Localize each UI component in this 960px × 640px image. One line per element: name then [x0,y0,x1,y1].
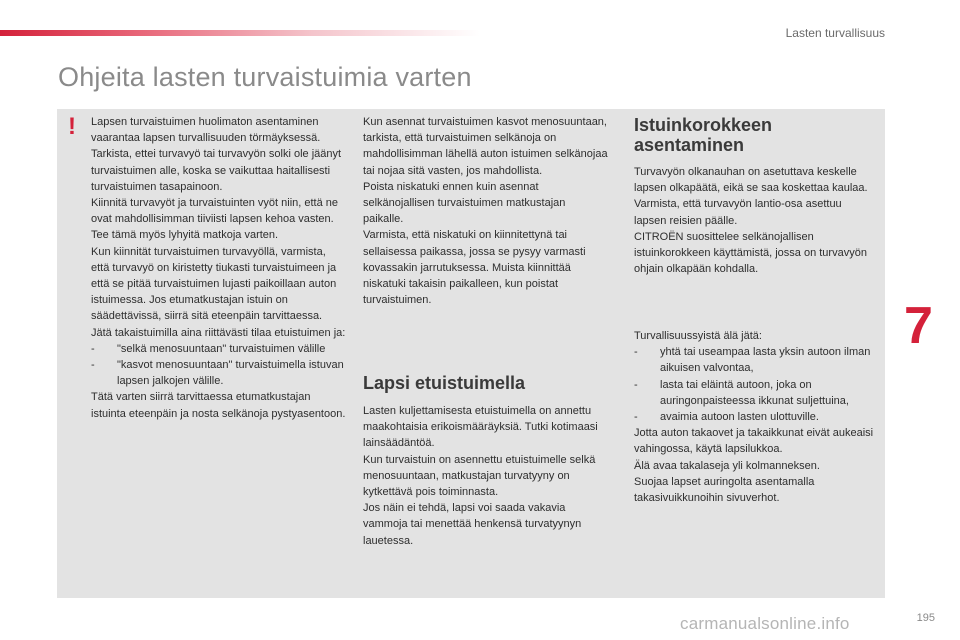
list-item-text: "kasvot menosuuntaan" turvaistuimella istuvan lapsen jalkojen välille. [117,359,344,388]
paragraph: Tätä varten siirrä tarvittaessa etumatkustajan istuinta eteenpäin ja nosta selkänoja pystyasentoon. [91,391,346,420]
watermark: carmanualsonline.info [680,614,850,633]
chapter-number: 7 [904,297,933,355]
warning-icon: ! [68,113,76,140]
list-item [634,344,874,376]
list-item [634,409,874,425]
paragraph: Suojaa lapset auringolta asentamalla takasivuikkunoihin sivuverhot. [634,475,815,505]
list-item-text: "selkä menosuuntaan" turvaistuimen välille [117,342,326,355]
section-heading-front-seat: Lapsi etuistuimella [363,373,526,393]
paragraph: Turvavyön olkanauhan on asetuttava keskelle lapsen olkapäätä, eikä se saa koskettaa kaulaa. [634,166,868,195]
bullet: - [634,411,638,424]
paragraph: Lapsen turvaistuimen huolimaton asentaminen vaarantaa lapsen turvallisuuden törmäyksessä. [91,116,321,145]
paragraph: Älä avaa takalaseja yli kolmanneksen. [634,459,820,472]
paragraph: Turvallisuussyistä älä jätä: [634,330,762,342]
safety-text [634,328,874,506]
paragraph: Tarkista, ettei turvavyö tai turvavyön solki ole jäänyt turvaistuimen alle, koska se vaikuttaa haitallisesti turvaistuimen tasapainoon. [91,148,342,193]
paragraph: Lasten kuljettamisesta etuistuimella on annettu maakohtaisia erikoismääräyksiä. Tutki kotimaasi lainsäädäntöä. [363,405,598,450]
paragraph: CITROËN suosittelee selkänojallisen istuinkorokkeen käyttämistä, jossa on turvavyön ohjain olkapään kohdalla. [634,230,867,276]
paragraph: Varmista, että niskatuki on kiinnitettynä tai sellaisessa paikassa, jossa se pysyy varmasti kovassakin jarrutuksessa. Muista kiinnittää niskatuki takaisin paikalleen, kun poistat turvaistuimen. [363,229,586,307]
paragraph: Kiinnitä turvavyöt ja turvaistuinten vyöt niin, että ne ovat mahdollisimman tiiviisti lapsen kehoa vasten. Tee tämä myös lyhyitä matkoja varten. [91,197,339,242]
paragraph: Poista niskatuki ennen kuin asennat selkänojallisen turvaistuimen matkustajan paikalle. [363,180,566,226]
header-accent-bar [0,30,480,36]
booster-text [634,164,874,277]
paragraph: Kun asennat turvaistuimen kasvot menosuuntaan, tarkista, että turvaistuimen selkänoja on mahdollisimman lähellä auton istuimen selkänojaa tai nojaa sitä vasten, jos mahdollista. [363,116,608,177]
bullet: - [634,378,638,391]
middle-text-column [363,114,608,308]
list-item [91,357,346,389]
paragraph: Varmista, että turvavyön lantio-osa asettuu lapsen reisien päälle. [634,198,842,227]
bullet: - [91,359,95,372]
front-seat-text [363,403,613,549]
section-heading-booster: Istuinkorokkeen asentaminen [634,115,773,155]
warning-text-column [91,114,346,422]
list-item-text: yhtä tai useampaa lasta yksin autoon ilman aikuisen valvontaa, [660,346,871,375]
bullet: - [634,346,638,359]
paragraph: Jotta auton takaovet ja takaikkunat eivät aukeaisi vahingossa, käytä lapsilukkoa. [634,427,874,456]
page-number: 195 [916,612,935,624]
paragraph: Jos näin ei tehdä, lapsi voi saada vakavia vammoja tai menettää henkensä turvatyynyn lauetessa. [363,502,582,547]
list-item [91,341,346,357]
list-item [634,377,874,409]
paragraph: Kun kiinnität turvaistuimen turvavyöllä, varmista, että turvavyö on kiristetty tiukasti turvaistuimeen ja että se pitää turvaistuimen lujasti paikoillaan auton istuimessa. Jos etumatkustajan istuin on säädettävissä, siirrä sitä eteenpäin tarvittaessa. [91,245,337,323]
list-item-text: avaimia autoon lasten ulottuville. [660,411,819,424]
section-header: Lasten turvallisuus [785,26,885,40]
bullet: - [91,342,95,355]
paragraph: Kun turvaistuin on asennettu etuistuimelle selkä menosuuntaan, matkustajan turvatyyny on kytkettävä pois toiminnasta. [363,453,596,499]
page-title: Ohjeita lasten turvaistuimia varten [58,62,472,92]
list-item-text: lasta tai eläintä autoon, joka on auringonpaisteessa ikkunat suljettuina, [660,378,849,407]
paragraph: Jätä takaistuimilla aina riittävästi tilaa etuistuimen ja: [91,326,346,339]
